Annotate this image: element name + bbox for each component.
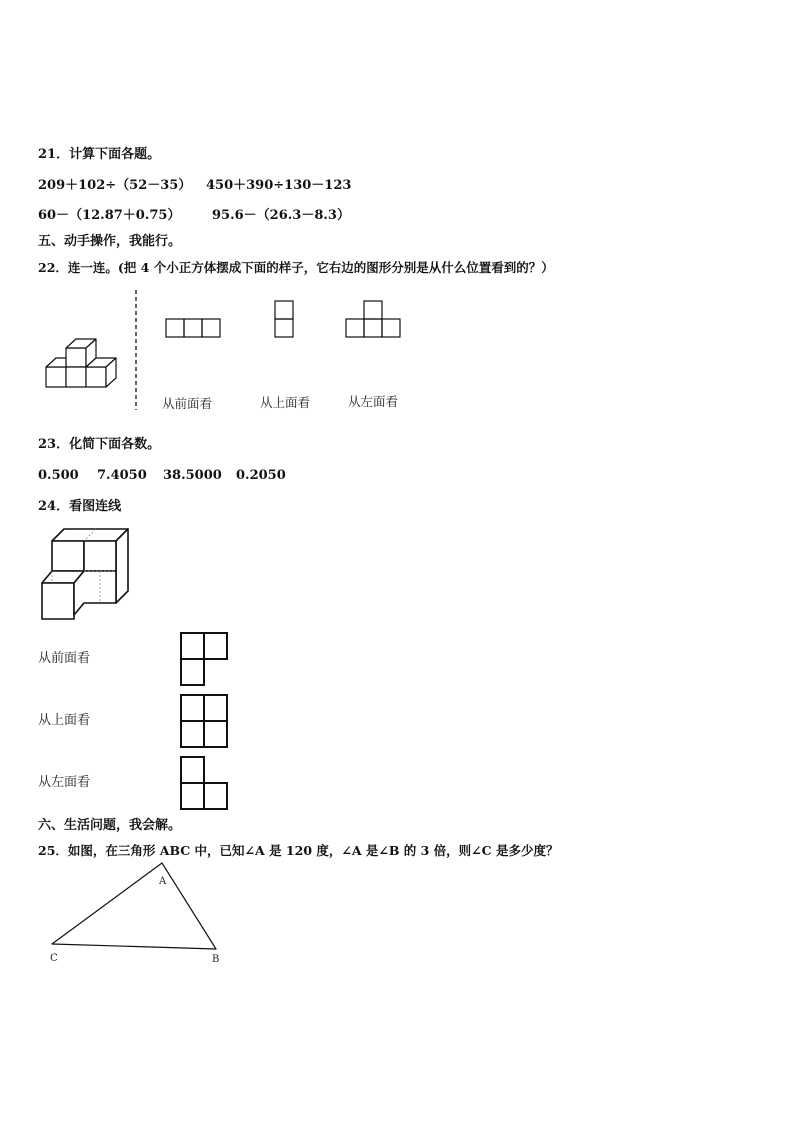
q22-view-t-shape — [345, 300, 403, 340]
q24-view-square-grid — [179, 693, 231, 749]
section-5-title: 五、动手操作，我能行。 — [38, 234, 182, 249]
q25-title: 25．如图，在三角形 ABC 中，已知∠A 是 120 度，∠A 是∠B 的 3 倍，则∠C 是多少度？ — [38, 843, 559, 858]
q22-cube-stack-figure — [44, 336, 124, 398]
q24-view-l-shape — [179, 631, 231, 687]
q24-cube-solid-figure — [40, 527, 132, 625]
q24-view-inverted-l — [179, 755, 231, 811]
q24-label-top: 从上面看 — [38, 713, 91, 728]
q21-title: 21．计算下面各题。 — [38, 147, 161, 162]
q21-expression-1: 209＋102÷（52－35） — [38, 178, 192, 193]
q23-number-2: 7.4050 — [97, 468, 147, 483]
q21-expression-3: 60－（12.87＋0.75） — [38, 208, 181, 223]
q21-expression-4: 95.6－（26.3－8.3） — [212, 208, 350, 223]
q22-dashed-divider — [134, 290, 138, 410]
section-6-title: 六、生活问题，我会解。 — [38, 818, 182, 833]
q22-label-left: 从左面看 — [348, 394, 399, 409]
q23-number-1: 0.500 — [38, 468, 79, 483]
q22-label-top: 从上面看 — [260, 395, 311, 410]
q24-title: 24．看图连线 — [38, 499, 122, 514]
q21-expression-2: 450＋390÷130－123 — [206, 178, 352, 193]
q25-vertex-c-label: C — [50, 953, 58, 964]
q25-triangle-figure — [48, 858, 223, 952]
q22-view-three-in-row — [165, 318, 223, 340]
q22-title: 22．连一连。(把 4 个小正方体摆成下面的样子，它右边的图形分别是从什么位置看到的？） — [38, 260, 554, 275]
q23-number-4: 0.2050 — [236, 468, 286, 483]
q25-vertex-b-label: B — [212, 954, 220, 965]
q24-label-front: 从前面看 — [38, 651, 91, 666]
q23-number-3: 38.5000 — [163, 468, 222, 483]
q22-view-two-stacked — [274, 300, 296, 340]
q24-label-left: 从左面看 — [38, 775, 91, 790]
q22-label-front: 从前面看 — [162, 396, 213, 411]
q23-title: 23．化简下面各数。 — [38, 437, 161, 452]
q25-vertex-a-label: A — [159, 876, 167, 887]
